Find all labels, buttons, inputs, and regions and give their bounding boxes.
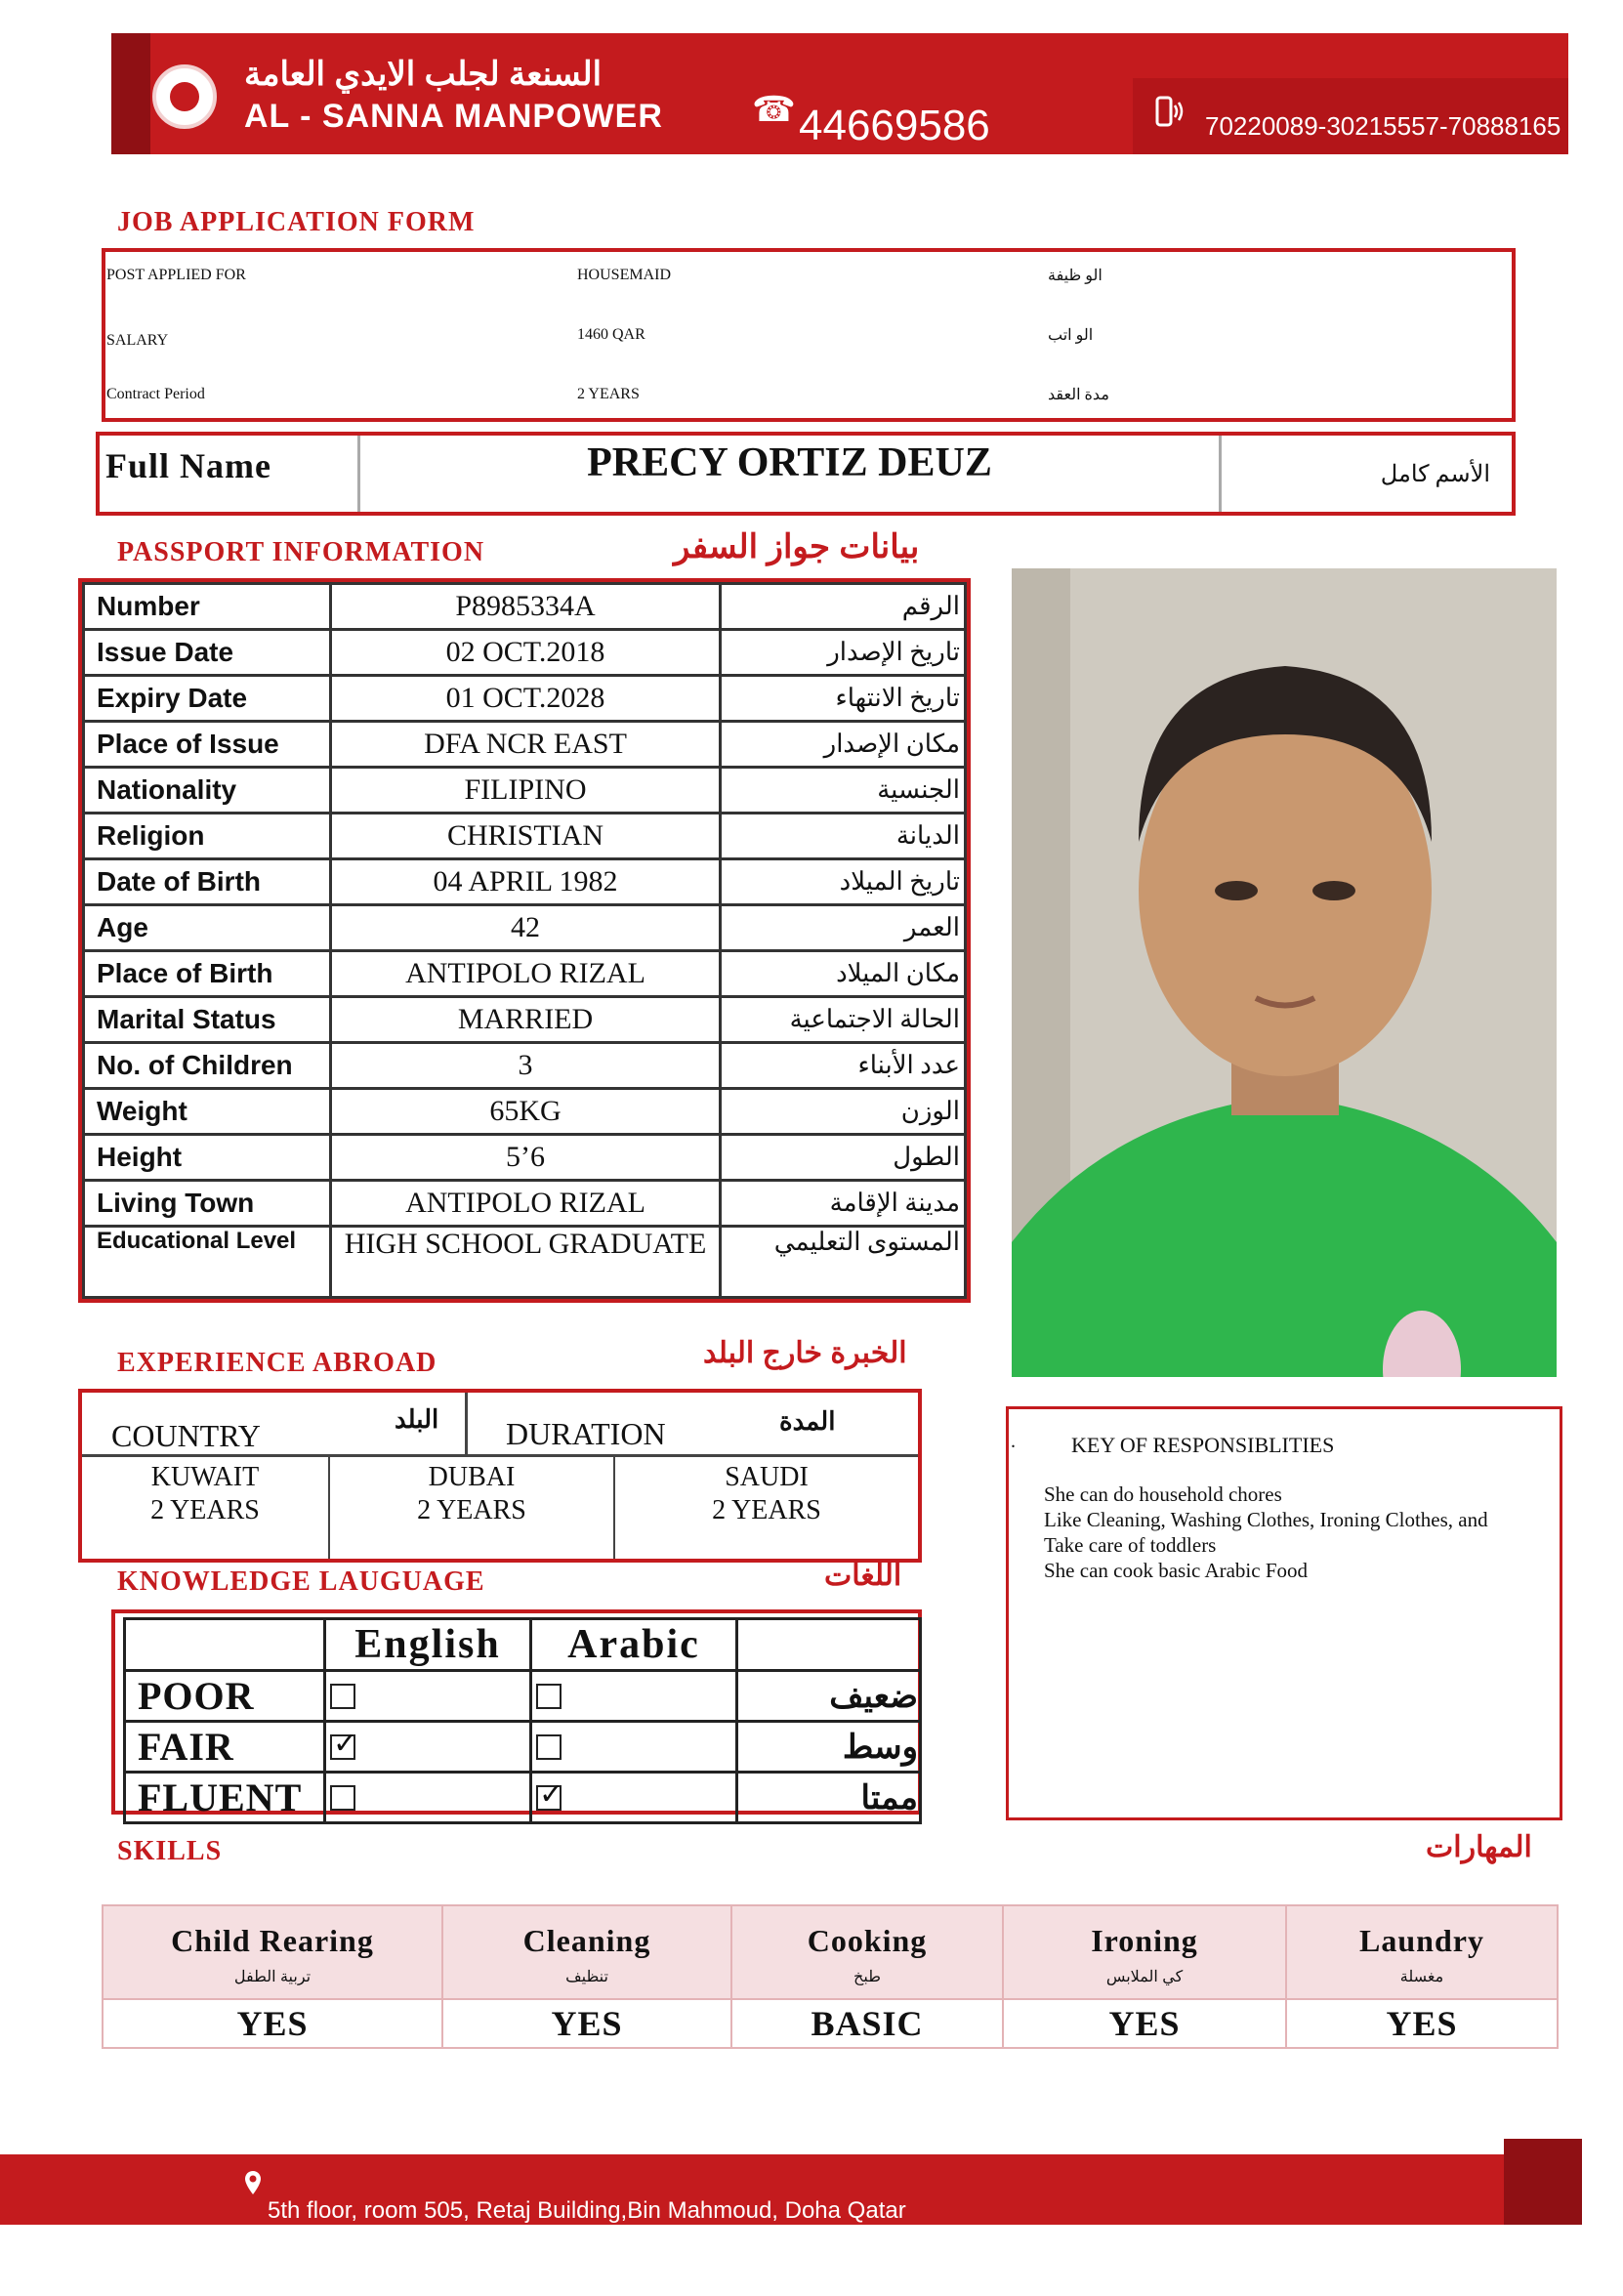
skill-name: Ironing [1091,1923,1198,1958]
experience-section-title-arabic: الخبرة خارج البلد [703,1337,907,1369]
table-row [125,1671,921,1722]
brand-name-english: AL - SANNA MANPOWER [244,98,663,135]
english-column-header: English [325,1619,531,1671]
experience-entry [330,1461,613,1527]
skill-name-arabic: تربية الطفل [233,1969,312,1985]
job-table-frame [102,248,1516,422]
passport-field-value: 5’6 [331,1135,721,1181]
footer-address: 5th floor, room 505, Retaj Building,Bin Mahmoud, Doha Qatar [268,2197,906,2224]
full-name-table [100,436,1512,512]
passport-field-label: Religion [84,814,331,859]
passport-field-label: Weight [84,1089,331,1135]
language-section-title: KNOWLEDGE LAUGUAGE [117,1566,485,1597]
skill-header [103,1905,442,1999]
table-row [125,1722,921,1773]
language-table-frame [111,1609,922,1819]
experience-table-frame [78,1389,922,1563]
level-label: FAIR [125,1722,325,1773]
passport-field-value: 65KG [331,1089,721,1135]
table-row [84,722,966,768]
skills-section-title: SKILLS [117,1836,223,1866]
skill-header [731,1905,1003,1999]
table-row [125,1619,921,1671]
arabic-fair-checkbox[interactable] [536,1734,562,1760]
skills-section-title-arabic: المهارات [1426,1831,1532,1863]
passport-field-label-arabic: العمر [721,905,966,951]
responsibility-line: She can cook basic Arabic Food [1044,1559,1309,1582]
passport-field-value: CHRISTIAN [331,814,721,859]
passport-field-label-arabic: الديانة [721,814,966,859]
post-label: POST APPLIED FOR [106,267,246,284]
passport-field-value: DFA NCR EAST [331,722,721,768]
passport-field-value: ANTIPOLO RIZAL [331,1181,721,1227]
passport-field-label: Living Town [84,1181,331,1227]
divider [465,1393,468,1457]
passport-field-label: Marital Status [84,997,331,1043]
table-row [84,814,966,859]
table-row [84,997,966,1043]
responsibilities-box [1006,1406,1562,1820]
table-row [84,768,966,814]
passport-field-value: 3 [331,1043,721,1089]
passport-field-label-arabic: مكان الإصدار [721,722,966,768]
skills-table [102,1904,1559,2049]
table-row [105,252,1512,300]
table-row [84,1181,966,1227]
language-table [123,1617,922,1824]
arabic-cell [531,1773,737,1823]
skill-header [1286,1905,1558,1999]
passport-section-title: PASSPORT INFORMATION [117,537,485,567]
mobile-phone-icon [1152,96,1186,138]
language-section-title-arabic: اللغات [824,1560,902,1592]
skill-header [442,1905,731,1999]
form-title: JOB APPLICATION FORM [117,207,476,237]
arabic-cell [531,1671,737,1722]
applicant-photo [1012,568,1557,1377]
table-row [84,1043,966,1089]
english-fluent-checkbox[interactable] [330,1785,355,1811]
level-label-arabic: ضعيف [737,1671,921,1722]
passport-field-value: 42 [331,905,721,951]
arabic-cell [531,1722,737,1773]
table-row [103,1905,1558,1999]
skill-value: BASIC [731,1999,1003,2048]
english-cell [325,1722,531,1773]
passport-field-label-arabic: تاريخ الميلاد [721,859,966,905]
table-row [103,1999,1558,2048]
experience-entry [82,1461,328,1527]
responsibilities-list [1044,1482,1552,1583]
telephone-icon: ☎ [752,89,796,129]
experience-duration: 2 YEARS [150,1495,260,1525]
job-table [105,252,1512,418]
english-cell [325,1773,531,1823]
table-row [84,630,966,676]
globe-logo-icon [152,64,217,129]
header-accent [111,33,150,154]
skill-value: YES [442,1999,731,2048]
salary-value: 1460 QAR [577,325,645,343]
responsibility-line: Like Cleaning, Washing Clothes, Ironing Clothes, and [1044,1508,1488,1531]
experience-country: SAUDI [725,1462,809,1492]
full-name-frame [96,432,1516,516]
table-row [84,1089,966,1135]
country-header-arabic: البلد [395,1404,439,1434]
table-row [84,584,966,630]
passport-table [82,582,967,1299]
passport-field-label: Nationality [84,768,331,814]
table-row [125,1773,921,1823]
skill-name-arabic: كي الملابس [1105,1969,1184,1985]
full-name-label: Full Name [100,436,359,512]
contract-label-arabic: مدة العقد [1048,386,1109,403]
passport-field-label-arabic: الحالة الاجتماعية [721,997,966,1043]
responsibility-line: She can do household chores [1044,1482,1282,1506]
skill-header [1003,1905,1286,1999]
skill-value: YES [103,1999,442,2048]
passport-field-label: Date of Birth [84,859,331,905]
passport-field-value: 01 OCT.2028 [331,676,721,722]
skill-value: YES [1003,1999,1286,2048]
skill-name-arabic: مغسلة [1399,1969,1444,1985]
table-row [84,951,966,997]
english-fair-checkbox[interactable] [330,1734,355,1760]
salary-label-arabic: الو اتب [1048,326,1094,344]
passport-field-label-arabic: عدد الأبناء [721,1043,966,1089]
table-row [100,436,1512,512]
footer-accent [1504,2139,1582,2225]
experience-header-row [82,1393,918,1457]
table-row [105,300,1512,371]
table-row [84,676,966,722]
skill-name-arabic: طبخ [853,1969,881,1985]
passport-table-frame [78,578,971,1303]
duration-header-arabic: المدة [779,1406,836,1436]
passport-field-label-arabic: مدينة الإقامة [721,1181,966,1227]
skill-value: YES [1286,1999,1558,2048]
passport-field-label: Educational Level [84,1227,331,1298]
passport-field-value: FILIPINO [331,768,721,814]
level-label: FLUENT [125,1773,325,1823]
experience-entries [82,1457,918,1559]
passport-field-value: 02 OCT.2018 [331,630,721,676]
passport-field-value: P8985334A [331,584,721,630]
arabic-fluent-checkbox[interactable] [536,1785,562,1811]
arabic-column-header: Arabic [531,1619,737,1671]
english-cell [325,1671,531,1722]
post-value: HOUSEMAID [577,267,671,284]
table-row [84,1227,966,1298]
responsibilities-bullet: . [1011,1431,1016,1452]
passport-field-label-arabic: الرقم [721,584,966,630]
passport-field-label-arabic: تاريخ الإصدار [721,630,966,676]
experience-duration: 2 YEARS [417,1495,526,1525]
passport-field-value: ANTIPOLO RIZAL [331,951,721,997]
passport-field-label: Height [84,1135,331,1181]
table-row [84,1135,966,1181]
phone-number: 44669586 [799,102,990,149]
passport-field-label-arabic: مكان الميلاد [721,951,966,997]
level-label-arabic: ممتا [737,1773,921,1823]
duration-header: DURATION [506,1416,666,1451]
country-header: COUNTRY [111,1418,261,1453]
passport-field-label-arabic: الجنسية [721,768,966,814]
table-row [84,859,966,905]
passport-field-label-arabic: تاريخ الانتهاء [721,676,966,722]
arabic-poor-checkbox[interactable] [536,1684,562,1709]
experience-country: DUBAI [428,1462,516,1492]
passport-field-label-arabic: الطول [721,1135,966,1181]
passport-field-label-arabic: المستوى التعليمي [721,1227,966,1298]
skill-name: Cleaning [522,1923,651,1958]
table-row [84,905,966,951]
passport-field-label: Age [84,905,331,951]
skill-name-arabic: تنظيف [565,1969,608,1985]
skill-name: Child Rearing [171,1923,374,1958]
contract-value: 2 YEARS [577,385,640,402]
passport-field-value: 04 APRIL 1982 [331,859,721,905]
passport-field-label: Place of Birth [84,951,331,997]
full-name-value: PRECY ORTIZ DEUZ [359,436,1221,512]
level-label: POOR [125,1671,325,1722]
passport-section-title-arabic: بيانات جواز السفر [674,528,920,565]
responsibility-line: Take care of toddlers [1044,1533,1217,1557]
salary-label: SALARY [106,332,169,350]
experience-entry [615,1461,918,1527]
passport-field-label: Expiry Date [84,676,331,722]
location-pin-icon [244,2170,262,2200]
brand-name-arabic: السنعة لجلب الايدي العامة [244,56,603,93]
post-label-arabic: الو ظيفة [1048,268,1103,285]
passport-field-label: No. of Children [84,1043,331,1089]
passport-field-value: HIGH SCHOOL GRADUATE [331,1227,721,1298]
experience-section-title: EXPERIENCE ABROAD [117,1348,437,1378]
experience-country: KUWAIT [150,1462,260,1492]
full-name-label-arabic: الأسم كامل [1380,461,1490,487]
skill-name: Cooking [807,1923,928,1958]
passport-field-label: Number [84,584,331,630]
mobile-numbers: 70220089-30215557-70888165 [1205,111,1561,141]
passport-field-label: Place of Issue [84,722,331,768]
responsibilities-title: KEY OF RESPONSIBLITIES [1071,1433,1335,1457]
experience-duration: 2 YEARS [712,1495,821,1525]
contract-label: Contract Period [106,385,205,402]
skill-name: Laundry [1359,1923,1484,1958]
passport-field-value: MARRIED [331,997,721,1043]
english-poor-checkbox[interactable] [330,1684,355,1709]
table-row [105,370,1512,418]
passport-field-label: Issue Date [84,630,331,676]
passport-field-label-arabic: الوزن [721,1089,966,1135]
level-label-arabic: وسط [737,1722,921,1773]
